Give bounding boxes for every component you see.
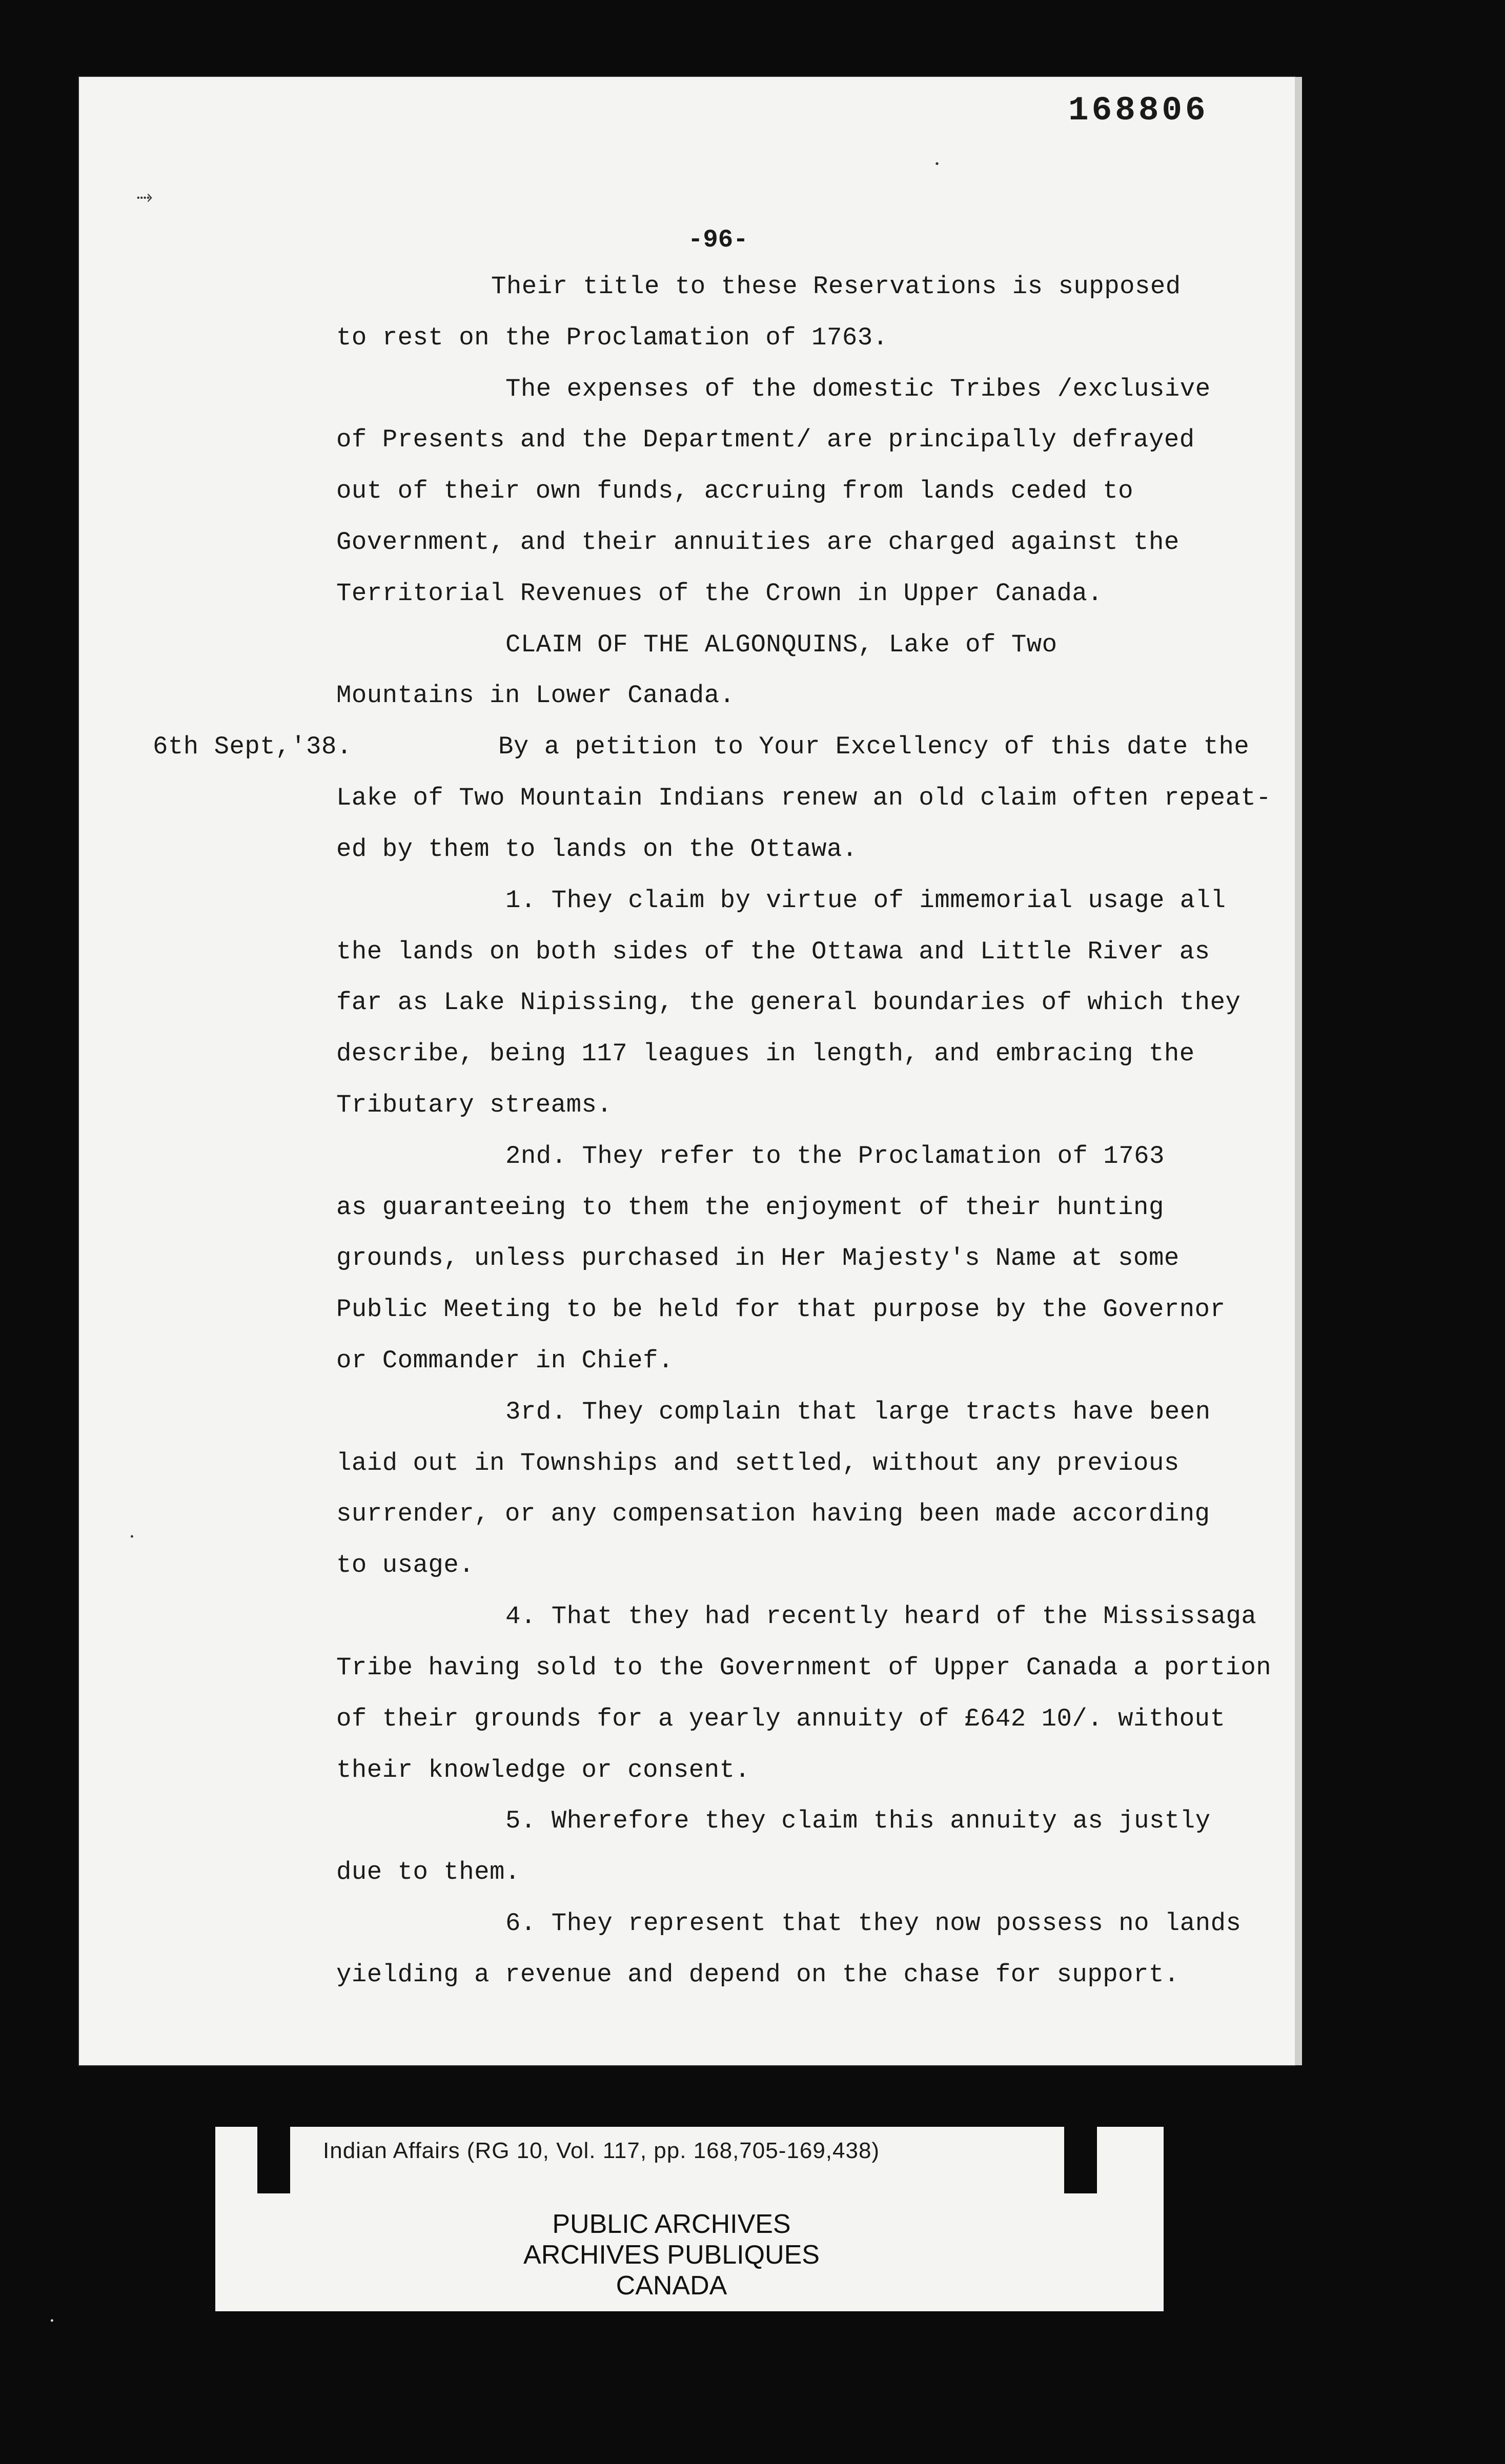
body-line: 3rd. They complain that large tracts have been [505, 1398, 1211, 1426]
archive-citation: Indian Affairs (RG 10, Vol. 117, pp. 168,705-169,438) [323, 2138, 880, 2163]
document-number: 168806 [1068, 91, 1209, 130]
body-line: as guaranteeing to them the enjoyment of their hunting [336, 1193, 1164, 1222]
body-line: far as Lake Nipissing, the general boundaries of which they [336, 988, 1241, 1017]
archive-label-clip-left [257, 2127, 290, 2193]
body-line: of Presents and the Department/ are principally defrayed [336, 425, 1195, 454]
body-line: surrender, or any compensation having been made according [336, 1500, 1210, 1528]
body-line: 4. That they had recently heard of the Mississaga [505, 1602, 1257, 1631]
archive-country: CANADA [616, 2271, 727, 2301]
body-line: Mountains in Lower Canada. [336, 681, 735, 710]
page-number: -96- [688, 225, 748, 254]
body-line: laid out in Townships and settled, without any previous [336, 1449, 1179, 1477]
body-line: The expenses of the domestic Tribes /exclusive [505, 375, 1211, 403]
stray-pen-mark: ⤑ [136, 187, 153, 210]
body-line: 2nd. They refer to the Proclamation of 1763 [505, 1142, 1165, 1171]
body-line: 1. They claim by virtue of immemorial usage all [505, 886, 1226, 915]
stray-dot: • [934, 159, 941, 171]
body-line: to usage. [336, 1551, 475, 1579]
body-line: Their title to these Reservations is supposed [491, 272, 1181, 301]
body-line: their knowledge or consent. [336, 1756, 750, 1784]
body-line: describe, being 117 leagues in length, and embracing the [336, 1039, 1195, 1068]
body-line: yielding a revenue and depend on the chase for support. [336, 1960, 1179, 1989]
archive-label-clip-right [1064, 2127, 1097, 2193]
body-line: 6. They represent that they now possess no lands [505, 1909, 1242, 1938]
body-line: of their grounds for a yearly annuity of £642 10/. without [336, 1705, 1226, 1733]
body-line: By a petition to Your Excellency of this date the [498, 732, 1250, 761]
body-line: 5. Wherefore they claim this annuity as justly [505, 1806, 1211, 1835]
body-line: Territorial Revenues of the Crown in Upper Canada. [336, 579, 1103, 608]
body-line: out of their own funds, accruing from lands ceded to [336, 477, 1134, 505]
body-line: Public Meeting to be held for that purpose by the Governor [336, 1295, 1226, 1324]
body-line: Tribe having sold to the Government of Upper Canada a portion [336, 1653, 1272, 1682]
margin-date: 6th Sept,'38. [153, 732, 352, 761]
body-line: grounds, unless purchased in Her Majesty's Name at some [336, 1244, 1179, 1272]
body-line: the lands on both sides of the Ottawa and Little River as [336, 937, 1210, 966]
stray-dot: • [49, 2316, 55, 2327]
body-line: Lake of Two Mountain Indians renew an old claim often repeat- [336, 784, 1272, 812]
stray-dot: • [129, 1532, 135, 1543]
archive-name-en: PUBLIC ARCHIVES [552, 2209, 791, 2239]
body-line: to rest on the Proclamation of 1763. [336, 323, 888, 352]
body-line: Tributary streams. [336, 1091, 613, 1119]
body-line: due to them. [336, 1858, 520, 1886]
archive-name-fr: ARCHIVES PUBLIQUES [523, 2240, 820, 2270]
body-line: or Commander in Chief. [336, 1346, 674, 1375]
page-edge-shadow [1295, 77, 1302, 2065]
body-line: Government, and their annuities are charged against the [336, 528, 1179, 557]
section-heading: CLAIM OF THE ALGONQUINS, Lake of Two [505, 630, 1057, 659]
body-line: ed by them to lands on the Ottawa. [336, 835, 858, 864]
